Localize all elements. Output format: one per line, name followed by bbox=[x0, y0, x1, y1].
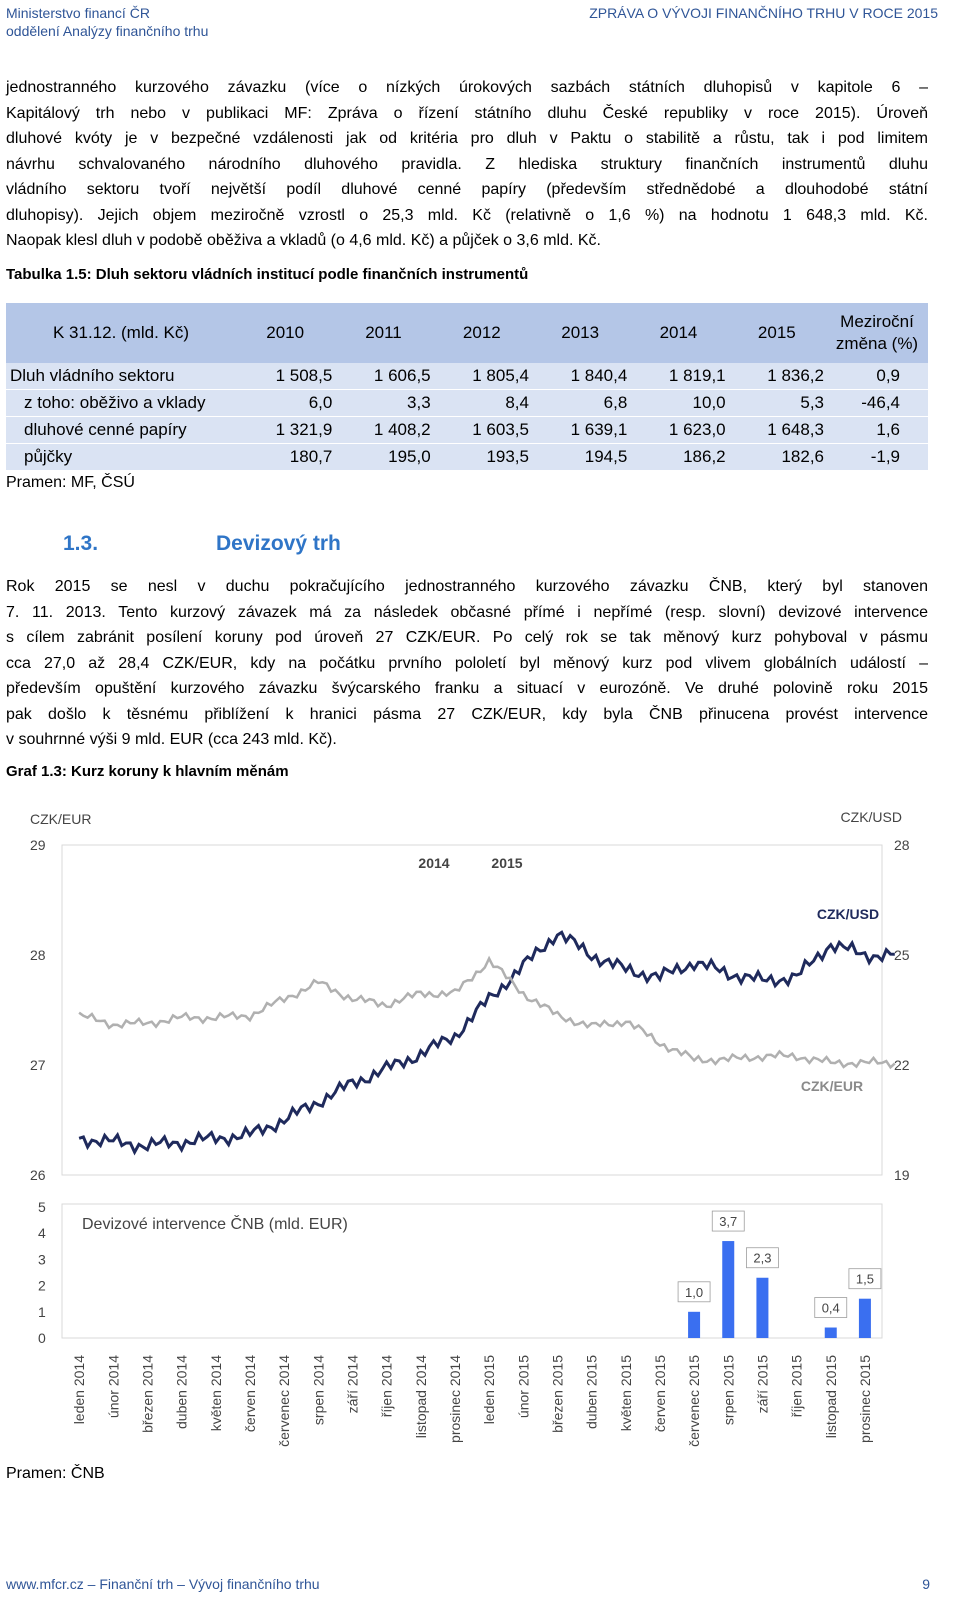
table-cell: 194,5 bbox=[531, 444, 629, 471]
table-cell: 186,2 bbox=[629, 444, 727, 471]
right-tick-label: 25 bbox=[894, 947, 910, 963]
bar-y-tick: 3 bbox=[38, 1251, 46, 1268]
month-label: červen 2015 bbox=[651, 1355, 668, 1433]
bar-data-label: 1,5 bbox=[855, 1271, 874, 1287]
table-cell: 1 623,0 bbox=[629, 417, 727, 444]
paragraph-fx bbox=[6, 574, 928, 753]
table-cell: 10,0 bbox=[629, 390, 727, 417]
bar-data-label: 0,4 bbox=[821, 1300, 840, 1316]
month-label: květen 2015 bbox=[617, 1355, 634, 1432]
row-label: dluhové cenné papíry bbox=[6, 417, 236, 444]
month-label: březen 2015 bbox=[549, 1355, 566, 1433]
paragraph-line: cca 27,0 až 28,4 CZK/EUR, kdy na počátku prvního pololetí byl měnový kurz pod vlivem globálních událostí – bbox=[6, 654, 928, 672]
bar-chart-title: Devizové intervence ČNB (mld. EUR) bbox=[82, 1216, 348, 1233]
plot-area-line bbox=[62, 845, 882, 1175]
month-label: září 2015 bbox=[754, 1355, 771, 1414]
table-cell: 3,3 bbox=[334, 390, 432, 417]
section-title: Devizový trh bbox=[216, 532, 341, 555]
table-cell: 1 836,2 bbox=[728, 363, 826, 390]
chart-source: Pramen: ČNB bbox=[6, 1465, 105, 1482]
month-label: srpen 2014 bbox=[310, 1355, 327, 1426]
left-axis-label: CZK/EUR bbox=[30, 811, 92, 827]
month-label: duben 2015 bbox=[583, 1355, 600, 1429]
section-number: 1.3. bbox=[63, 532, 99, 555]
month-label: prosinec 2014 bbox=[446, 1355, 463, 1443]
bar-y-tick: 4 bbox=[38, 1225, 46, 1242]
right-tick-label: 28 bbox=[894, 837, 910, 853]
bar bbox=[756, 1278, 768, 1338]
paragraph-line: návrhu schvalovaného národního dluhového pravidla. Z hlediska struktury finančních instrumentů dluhu bbox=[6, 155, 928, 173]
table-cell: 1 321,9 bbox=[236, 417, 334, 444]
month-label: únor 2014 bbox=[105, 1355, 122, 1419]
table-header-cell: K 31.12. (mld. Kč) bbox=[6, 303, 236, 363]
table-caption: Tabulka 1.5: Dluh sektoru vládních institucí podle finančních instrumentů bbox=[6, 266, 529, 283]
table-cell: 1 639,1 bbox=[531, 417, 629, 444]
table-cell: 1 408,2 bbox=[334, 417, 432, 444]
table-row bbox=[6, 363, 928, 390]
row-label: z toho: oběživo a vklady bbox=[6, 390, 236, 417]
bar-y-tick: 5 bbox=[38, 1199, 46, 1215]
table-row bbox=[6, 390, 928, 417]
table-cell: 1 805,4 bbox=[433, 363, 531, 390]
month-label: prosinec 2015 bbox=[856, 1355, 873, 1443]
month-label: květen 2014 bbox=[207, 1355, 224, 1432]
series-label-eur: CZK/EUR bbox=[800, 1078, 864, 1094]
bar bbox=[688, 1312, 700, 1338]
header-org bbox=[6, 4, 208, 40]
paragraph-line: vládního sektoru tvoří největší podíl dluhové cenné papíry (především střednědobé a dlouhodobé státní bbox=[6, 181, 928, 198]
table-cell: 1 819,1 bbox=[629, 363, 727, 390]
debt-table bbox=[6, 303, 928, 470]
table-header-change bbox=[826, 303, 928, 363]
bar-data-label: 3,7 bbox=[719, 1214, 738, 1230]
table-header-row bbox=[6, 303, 928, 363]
paragraph-line: dluhopisy). Jejich objem meziročně vzrostl o 25,3 mld. Kč (relativně o 1,6 %) na hodnotu 1 648,3 mld. Kč. bbox=[6, 206, 928, 224]
bar-y-tick: 1 bbox=[38, 1303, 46, 1320]
month-label: duben 2014 bbox=[173, 1355, 190, 1429]
table-header-cell: 2013 bbox=[531, 303, 629, 363]
month-label: červen 2014 bbox=[241, 1355, 258, 1433]
footer-link[interactable]: www.mfcr.cz – Finanční trh – Vývoj finančního trhu bbox=[6, 1576, 320, 1592]
table-header-cell: 2014 bbox=[629, 303, 727, 363]
chart-caption: Graf 1.3: Kurz koruny k hlavním měnám bbox=[6, 763, 289, 780]
month-label: říjen 2014 bbox=[378, 1355, 395, 1418]
org-name: Ministerstvo financí ČR bbox=[6, 5, 150, 21]
year-label: 2014 bbox=[418, 855, 450, 871]
month-label: srpen 2015 bbox=[720, 1355, 737, 1426]
row-label: Dluh vládního sektoru bbox=[6, 363, 236, 390]
table-cell: 180,7 bbox=[236, 444, 334, 471]
paragraph-line: Naopak klesl dluh v podobě oběživa a vkladů (o 4,6 mld. Kč) a půjček o 3,6 mld. Kč. bbox=[6, 232, 601, 249]
exchange-rate-chart bbox=[0, 795, 960, 1475]
table-row bbox=[6, 444, 928, 471]
paragraph-line: pak došlo k těsnému přiblížení k hranici pásma 27 CZK/EUR, kdy byla ČNB přinucena provést intervence bbox=[6, 705, 928, 723]
table-cell: 195,0 bbox=[334, 444, 432, 471]
table-cell: 1 648,3 bbox=[728, 417, 826, 444]
month-label: červenec 2014 bbox=[276, 1355, 293, 1447]
table-cell: 1 603,5 bbox=[433, 417, 531, 444]
right-tick-label: 22 bbox=[894, 1057, 910, 1073]
bar bbox=[825, 1328, 837, 1338]
table-header-cell: 2010 bbox=[236, 303, 334, 363]
paragraph-debt bbox=[6, 75, 928, 254]
change-line: Meziroční bbox=[840, 312, 914, 331]
left-tick-label: 26 bbox=[30, 1167, 46, 1183]
table-cell: 1 508,5 bbox=[236, 363, 334, 390]
paragraph-line: jednostranného kurzového závazku (více o nízkých úrokových sazbách státních dluhopisů v kapitole 6 – bbox=[6, 79, 928, 96]
table-cell: 182,6 bbox=[728, 444, 826, 471]
paragraph-line: Rok 2015 se nesl v duchu pokračujícího jednostranného kurzového závazku ČNB, který byl stanoven bbox=[6, 578, 928, 595]
right-tick-label: 19 bbox=[894, 1167, 910, 1183]
page-number: 9 bbox=[922, 1576, 930, 1592]
bar bbox=[859, 1299, 871, 1338]
paragraph-line: Kapitálový trh nebo v publikaci MF: Zpráva o řízení státního dluhu České republiky v roce 2015). Úroveň bbox=[6, 104, 928, 122]
month-label: leden 2014 bbox=[71, 1355, 88, 1425]
left-tick-label: 27 bbox=[30, 1057, 46, 1073]
table-row bbox=[6, 417, 928, 444]
month-label: červenec 2015 bbox=[686, 1355, 703, 1447]
bar-data-label: 2,3 bbox=[753, 1250, 772, 1266]
bar bbox=[722, 1241, 734, 1338]
table-cell: 1 606,5 bbox=[334, 363, 432, 390]
table-cell: 5,3 bbox=[728, 390, 826, 417]
paragraph-line: v souhrnné výši 9 mld. EUR (cca 243 mld. Kč). bbox=[6, 731, 337, 748]
table-header-cell: 2015 bbox=[728, 303, 826, 363]
left-tick-label: 29 bbox=[30, 837, 46, 853]
report-title: ZPRÁVA O VÝVOJI FINANČNÍHO TRHU V ROCE 2015 bbox=[589, 5, 938, 21]
series-line-czk-eur bbox=[79, 959, 895, 1068]
table-cell: 0,9 bbox=[826, 363, 928, 390]
table-cell: -46,4 bbox=[826, 390, 928, 417]
left-tick-label: 28 bbox=[30, 947, 46, 963]
table-cell: -1,9 bbox=[826, 444, 928, 471]
paragraph-line: dluhové kvóty je v bezpečné vzdálenosti jak od kritéria pro dluh v Paktu o stabilitě a růstu, tak i pod limitem bbox=[6, 130, 928, 147]
month-label: březen 2014 bbox=[139, 1355, 156, 1433]
month-label: únor 2015 bbox=[515, 1355, 532, 1419]
month-label: listopad 2014 bbox=[412, 1355, 429, 1439]
right-axis-label: CZK/USD bbox=[840, 809, 902, 825]
bar-y-tick: 0 bbox=[38, 1330, 46, 1346]
org-department: oddělení Analýzy finančního trhu bbox=[6, 23, 209, 39]
bar-y-tick: 2 bbox=[38, 1277, 46, 1294]
month-label: leden 2015 bbox=[481, 1355, 498, 1425]
bar-data-label: 1,0 bbox=[685, 1284, 704, 1300]
year-label: 2015 bbox=[491, 855, 523, 871]
table-cell: 193,5 bbox=[433, 444, 531, 471]
table-header-cell: 2012 bbox=[433, 303, 531, 363]
table-cell: 1 840,4 bbox=[531, 363, 629, 390]
month-label: září 2014 bbox=[344, 1355, 361, 1414]
paragraph-line: s cílem zabránit posílení koruny pod úroveň 27 CZK/EUR. Po celý rok se tak měnový kurz pohyboval v pásmu bbox=[6, 629, 928, 646]
table-source: Pramen: MF, ČSÚ bbox=[6, 474, 135, 491]
month-label: říjen 2015 bbox=[788, 1355, 805, 1418]
table-cell: 8,4 bbox=[433, 390, 531, 417]
table-header-cell: 2011 bbox=[334, 303, 432, 363]
paragraph-line: především opuštění kurzového závazku švýcarského franku a situací v eurozóně. Ve druhé polovině roku 2015 bbox=[6, 680, 928, 697]
table-cell: 6,8 bbox=[531, 390, 629, 417]
month-label: listopad 2015 bbox=[822, 1355, 839, 1439]
series-label-usd: CZK/USD bbox=[816, 906, 880, 922]
change-line: změna (%) bbox=[835, 334, 919, 353]
row-label: půjčky bbox=[6, 444, 236, 471]
paragraph-line: 7. 11. 2013. Tento kurzový závazek má za následek občasné přímé i nepřímé (resp. slovní) devizové intervence bbox=[6, 603, 928, 621]
table-cell: 1,6 bbox=[826, 417, 928, 444]
table-cell: 6,0 bbox=[236, 390, 334, 417]
